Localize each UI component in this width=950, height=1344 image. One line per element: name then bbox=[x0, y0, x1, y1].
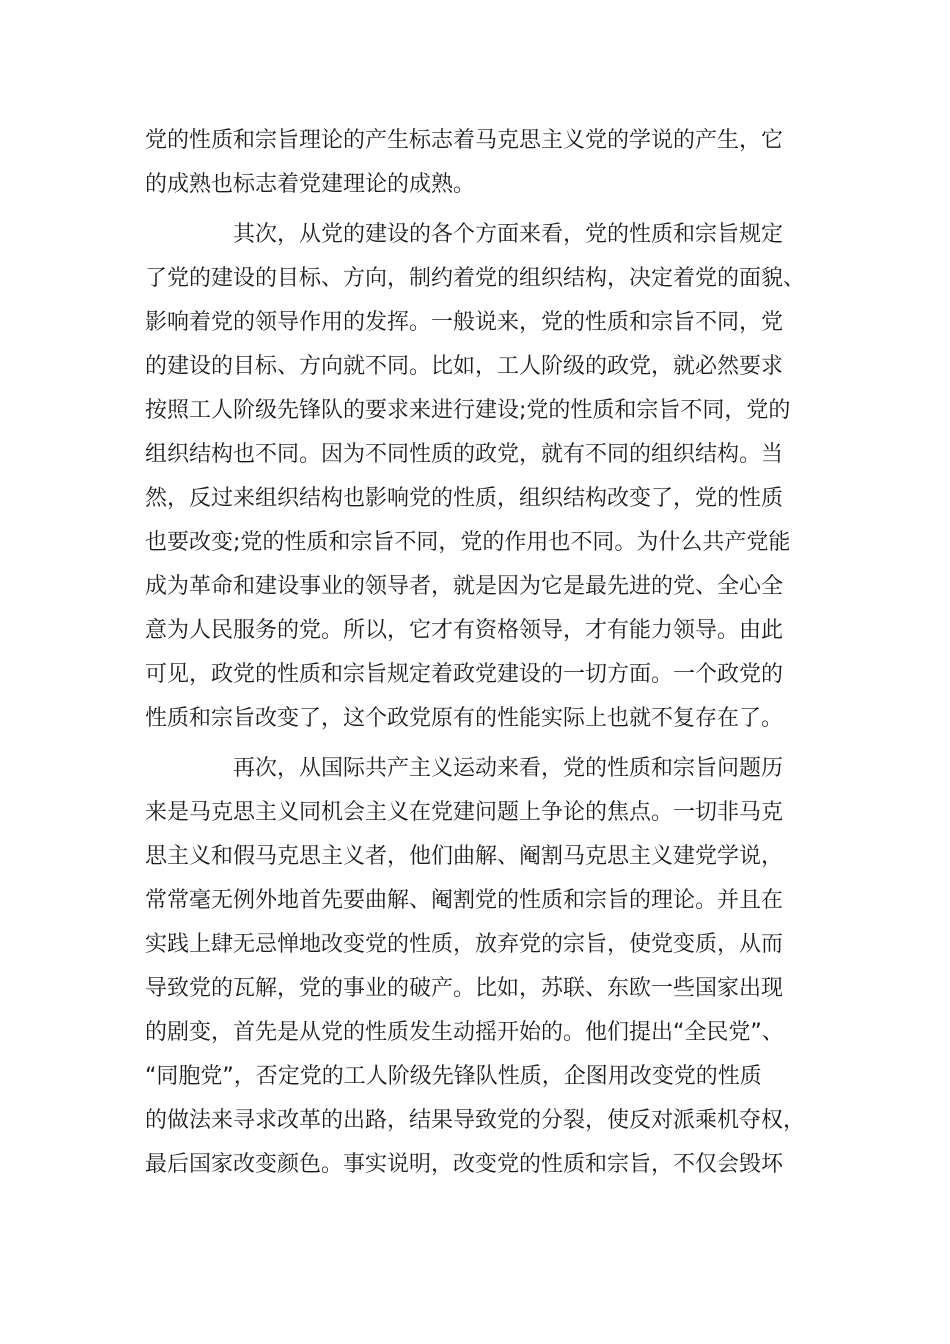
text-line: 然，反过来组织结构也影响党的性质，组织结构改变了，党的性质 bbox=[145, 486, 784, 511]
text-line: 思主义和假马克思主义者，他们曲解、阉割马克思主义建党学说， bbox=[145, 844, 784, 869]
text-line: “同胞党”，否定党的工人阶级先锋队性质，企图用改变党的性质 bbox=[145, 1064, 762, 1089]
paragraph bbox=[145, 747, 805, 1187]
paragraph bbox=[145, 119, 805, 207]
text-line: 成为革命和建设事业的领导者，就是因为它是最先进的党、全心全 bbox=[145, 574, 784, 599]
text-line: 也要改变;党的性质和宗旨不同，党的作用也不同。为什么共产党能 bbox=[145, 530, 791, 555]
text-line: 性质和宗旨改变了，这个政党原有的性能实际上也就不复存在了。 bbox=[145, 706, 784, 731]
text-line: 的成熟也标志着党建理论的成熟。 bbox=[145, 172, 476, 197]
text-line: 常常毫无例外地首先要曲解、阉割党的性质和宗旨的理论。并且在 bbox=[145, 888, 784, 913]
text-line: 的做法来寻求改革的出路，结果导致党的分裂，使反对派乘机夺权， bbox=[145, 1108, 806, 1133]
text-line: 可见，政党的性质和宗旨规定着政党建设的一切方面。一个政党的 bbox=[145, 662, 784, 687]
body-text bbox=[145, 119, 805, 1187]
text-line: 意为人民服务的党。所以，它才有资格领导，才有能力领导。由此 bbox=[145, 618, 784, 643]
text-line: 最后国家改变颜色。事实说明，改变党的性质和宗旨，不仅会毁坏 bbox=[145, 1152, 784, 1177]
paragraph bbox=[145, 213, 805, 741]
text-line: 按照工人阶级先锋队的要求来进行建设;党的性质和宗旨不同，党的 bbox=[145, 398, 791, 423]
text-line: 导致党的瓦解，党的事业的破产。比如，苏联、东欧一些国家出现 bbox=[145, 976, 784, 1001]
text-line: 再次，从国际共产主义运动来看，党的性质和宗旨问题历 bbox=[233, 756, 784, 781]
text-line: 实践上肆无忌惮地改变党的性质，放弃党的宗旨，使党变质，从而 bbox=[145, 932, 784, 957]
text-line: 影响着党的领导作用的发挥。一般说来，党的性质和宗旨不同，党 bbox=[145, 310, 784, 335]
text-line: 党的性质和宗旨理论的产生标志着马克思主义党的学说的产生，它 bbox=[145, 128, 784, 153]
text-line: 的剧变，首先是从党的性质发生动摇开始的。他们提出“全民党”、 bbox=[145, 1020, 784, 1045]
text-line: 其次，从党的建设的各个方面来看，党的性质和宗旨规定 bbox=[233, 222, 784, 247]
text-line: 了党的建设的目标、方向，制约着党的组织结构，决定着党的面貌、 bbox=[145, 266, 806, 291]
text-line: 组织结构也不同。因为不同性质的政党，就有不同的组织结构。当 bbox=[145, 442, 784, 467]
text-line: 来是马克思主义同机会主义在党建问题上争论的焦点。一切非马克 bbox=[145, 800, 784, 825]
text-line: 的建设的目标、方向就不同。比如，工人阶级的政党，就必然要求 bbox=[145, 354, 784, 379]
